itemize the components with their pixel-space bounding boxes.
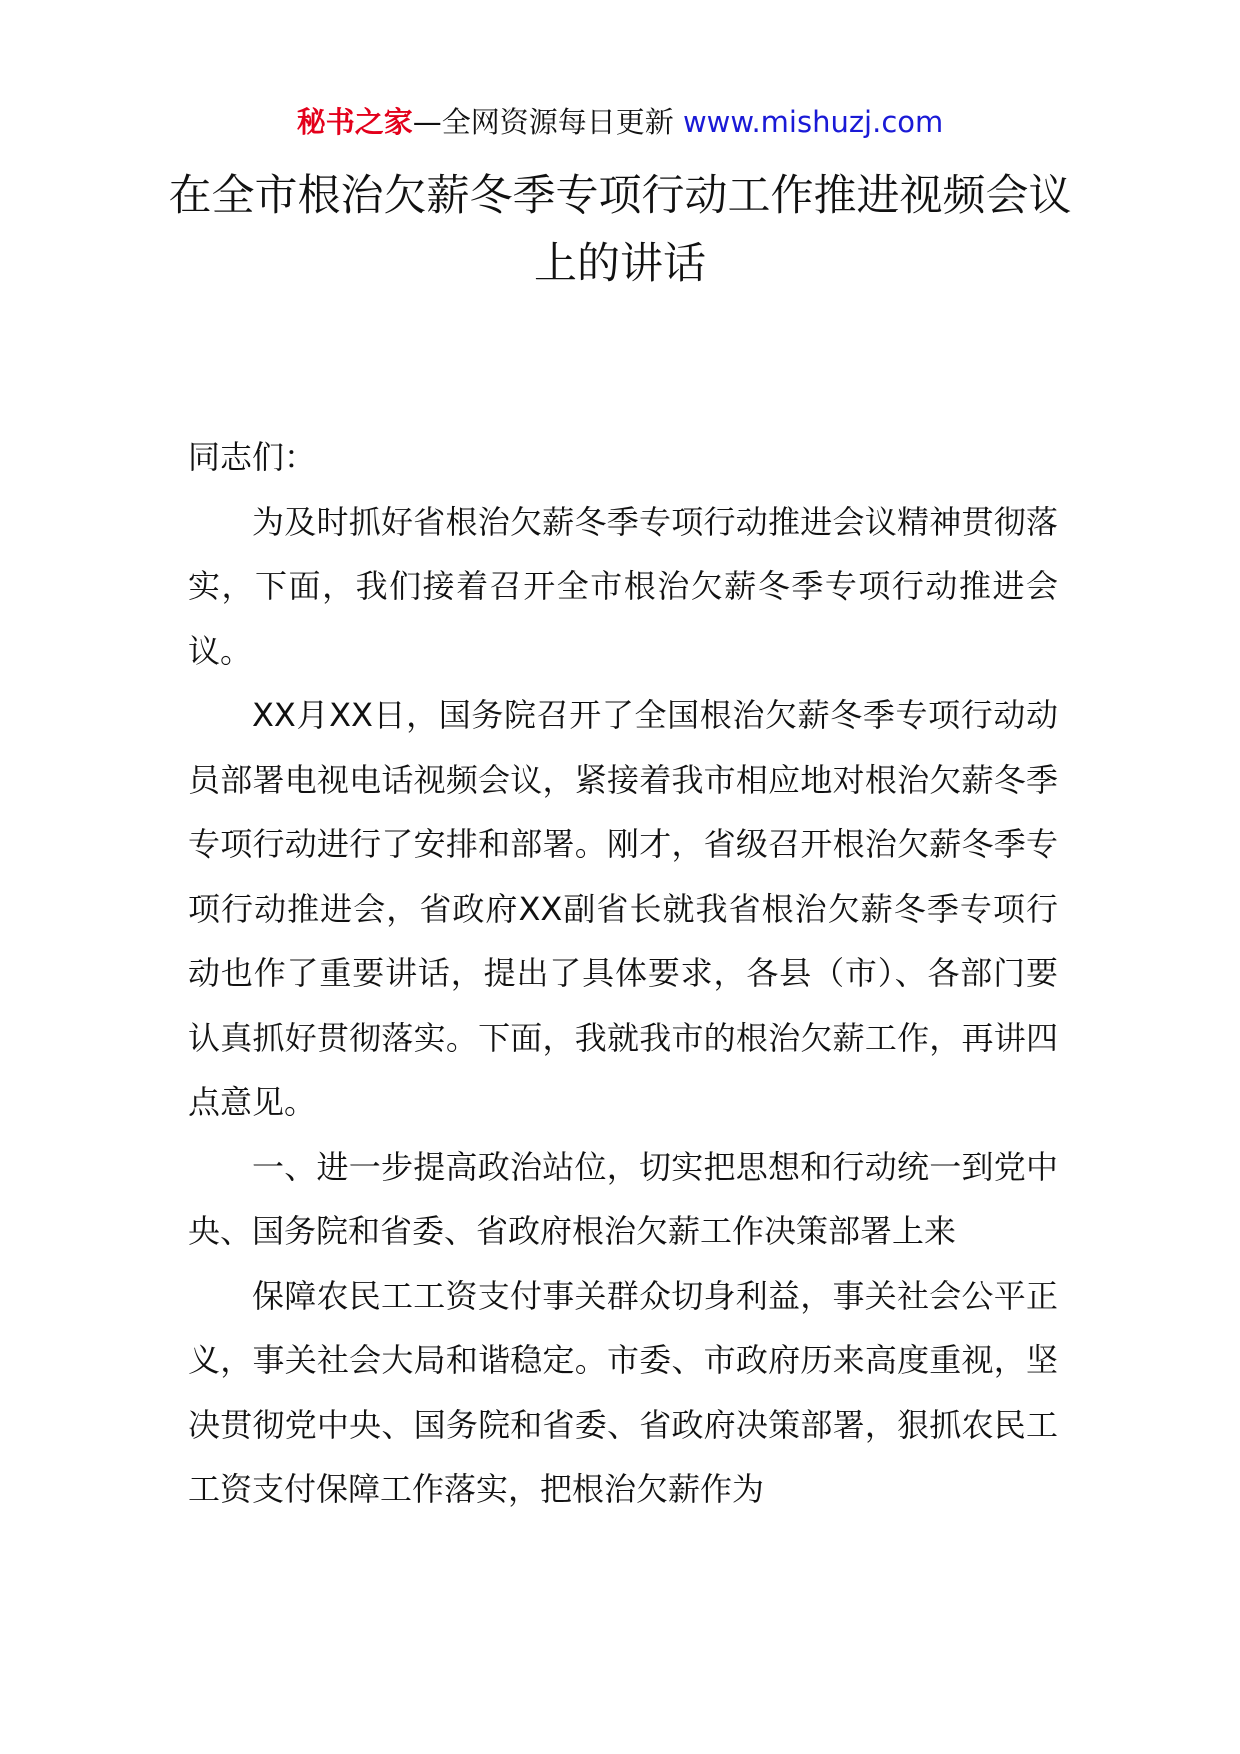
document-title: 在全市根治欠薪冬季专项行动工作推进视频会议上的讲话 bbox=[168, 171, 1072, 289]
document-body bbox=[188, 425, 1058, 1522]
brand-name: 秘书之家 bbox=[296, 105, 413, 139]
section-heading: 一、进一步提高政治站位，切实把思想和行动统一到党中央、国务院和省委、省政府根治欠薪工作决策部署上来 bbox=[188, 1147, 1058, 1250]
paragraph: XX月XX日，国务院召开了全国根治欠薪冬季专项行动动员部署电视电话视频会议，紧接着我市相应地对根治欠薪冬季专项行动进行了安排和部署。刚才，省级召开根治欠薪冬季专项行动推进会，省政府XX副省长就我省根治欠薪冬季专项行动也作了重要讲话，提出了具体要求，各县（市）、各部门要认真抓好贯彻落实。下面，我就我市的根治欠薪工作，再讲四点意见。 bbox=[188, 696, 1058, 1121]
site-header bbox=[0, 102, 1240, 142]
paragraph: 为及时抓好省根治欠薪冬季专项行动推进会议精神贯彻落实，下面，我们接着召开全市根治欠薪冬季专项行动推进会议。 bbox=[188, 502, 1058, 670]
salutation: 同志们： bbox=[188, 438, 317, 476]
header-tagline: —全网资源每日更新 bbox=[412, 105, 683, 139]
paragraph: 保障农民工工资支付事关群众切身利益，事关社会公平正义，事关社会大局和谐稳定。市委、市政府历来高度重视，坚决贯彻党中央、国务院和省委、省政府决策部署，狠抓农民工工资支付保障工作落实，把根治欠薪作为 bbox=[188, 1276, 1058, 1508]
site-url-link[interactable]: www.mishuzj.com bbox=[682, 105, 944, 139]
